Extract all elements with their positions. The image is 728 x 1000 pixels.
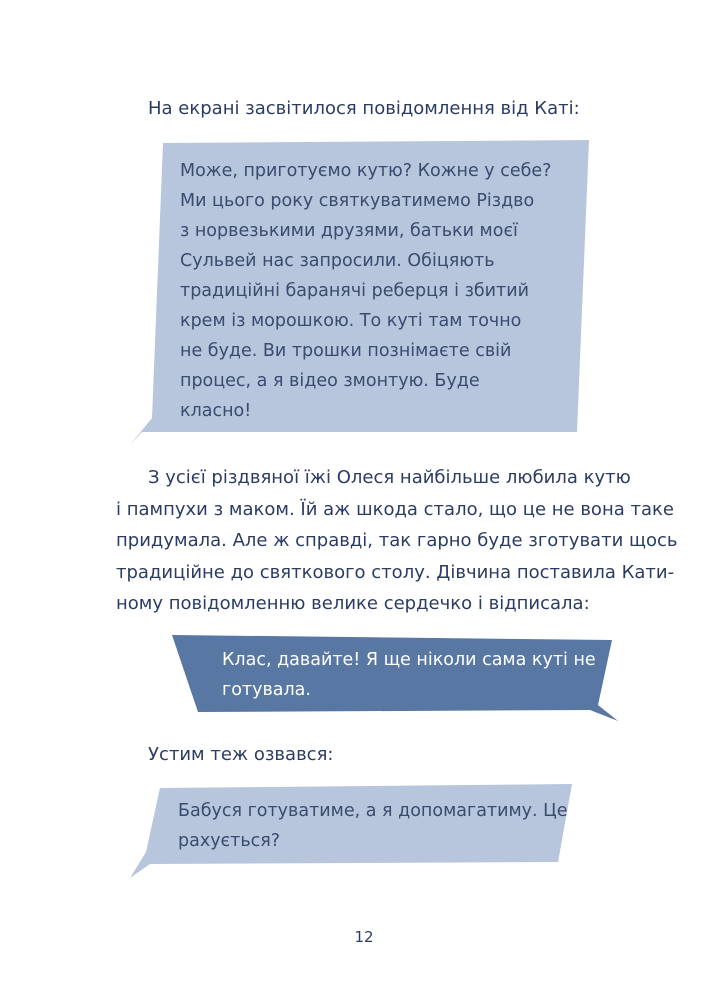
message-line: класно! xyxy=(180,401,252,421)
message-text-olesya xyxy=(222,645,596,705)
message-bubble-olesya xyxy=(172,632,620,724)
message-text-katya xyxy=(180,156,551,426)
message-text-ustym xyxy=(178,796,568,856)
message-line: рахується? xyxy=(178,831,281,851)
intro-line: На екрані засвітилося повідомлення від Каті: xyxy=(148,98,580,119)
message-line: Клас, давайте! Я ще ніколи сама куті не xyxy=(222,650,596,670)
message-line: з норвезькими друзями, батьки моєї xyxy=(180,221,518,241)
message-line: Бабуся готуватиме, а я допомагатиму. Це xyxy=(178,801,568,821)
message-line: процес, а я відео змонтую. Буде xyxy=(180,371,480,391)
message-line: готувала. xyxy=(222,680,311,700)
message-line: Ми цього року святкуватимемо Різдво xyxy=(180,191,535,211)
narrative-paragraph xyxy=(116,462,677,620)
message-line: Сульвей нас запросили. Обіцяють xyxy=(180,251,495,271)
page-number: 12 xyxy=(354,928,374,946)
message-bubble-ustym xyxy=(130,784,580,880)
paragraph-line: придумала. Але ж справді, так гарно буде зготувати щось xyxy=(116,530,678,551)
paragraph-line: З усієї різдвяної їжі Олеся найбільше любила кутю xyxy=(148,467,631,488)
ustym-intro: Устим теж озвався: xyxy=(148,744,334,765)
paragraph-line: і пампухи з маком. Їй аж шкода стало, що це не вона таке xyxy=(116,498,674,520)
paragraph-line: ному повідомленню велике сердечко і відписала: xyxy=(116,593,590,614)
message-line: традиційні баранячі реберця і збитий xyxy=(180,281,529,301)
message-bubble-katya xyxy=(130,140,592,448)
message-line: Може, приготуємо кутю? Кожне у себе? xyxy=(180,161,552,181)
message-line: крем із морошкою. То куті там точно xyxy=(180,311,522,331)
message-line: не буде. Ви трошки познімаєте свій xyxy=(180,341,512,361)
paragraph-line: традиційне до святкового столу. Дівчина поставила Кати- xyxy=(116,561,675,583)
